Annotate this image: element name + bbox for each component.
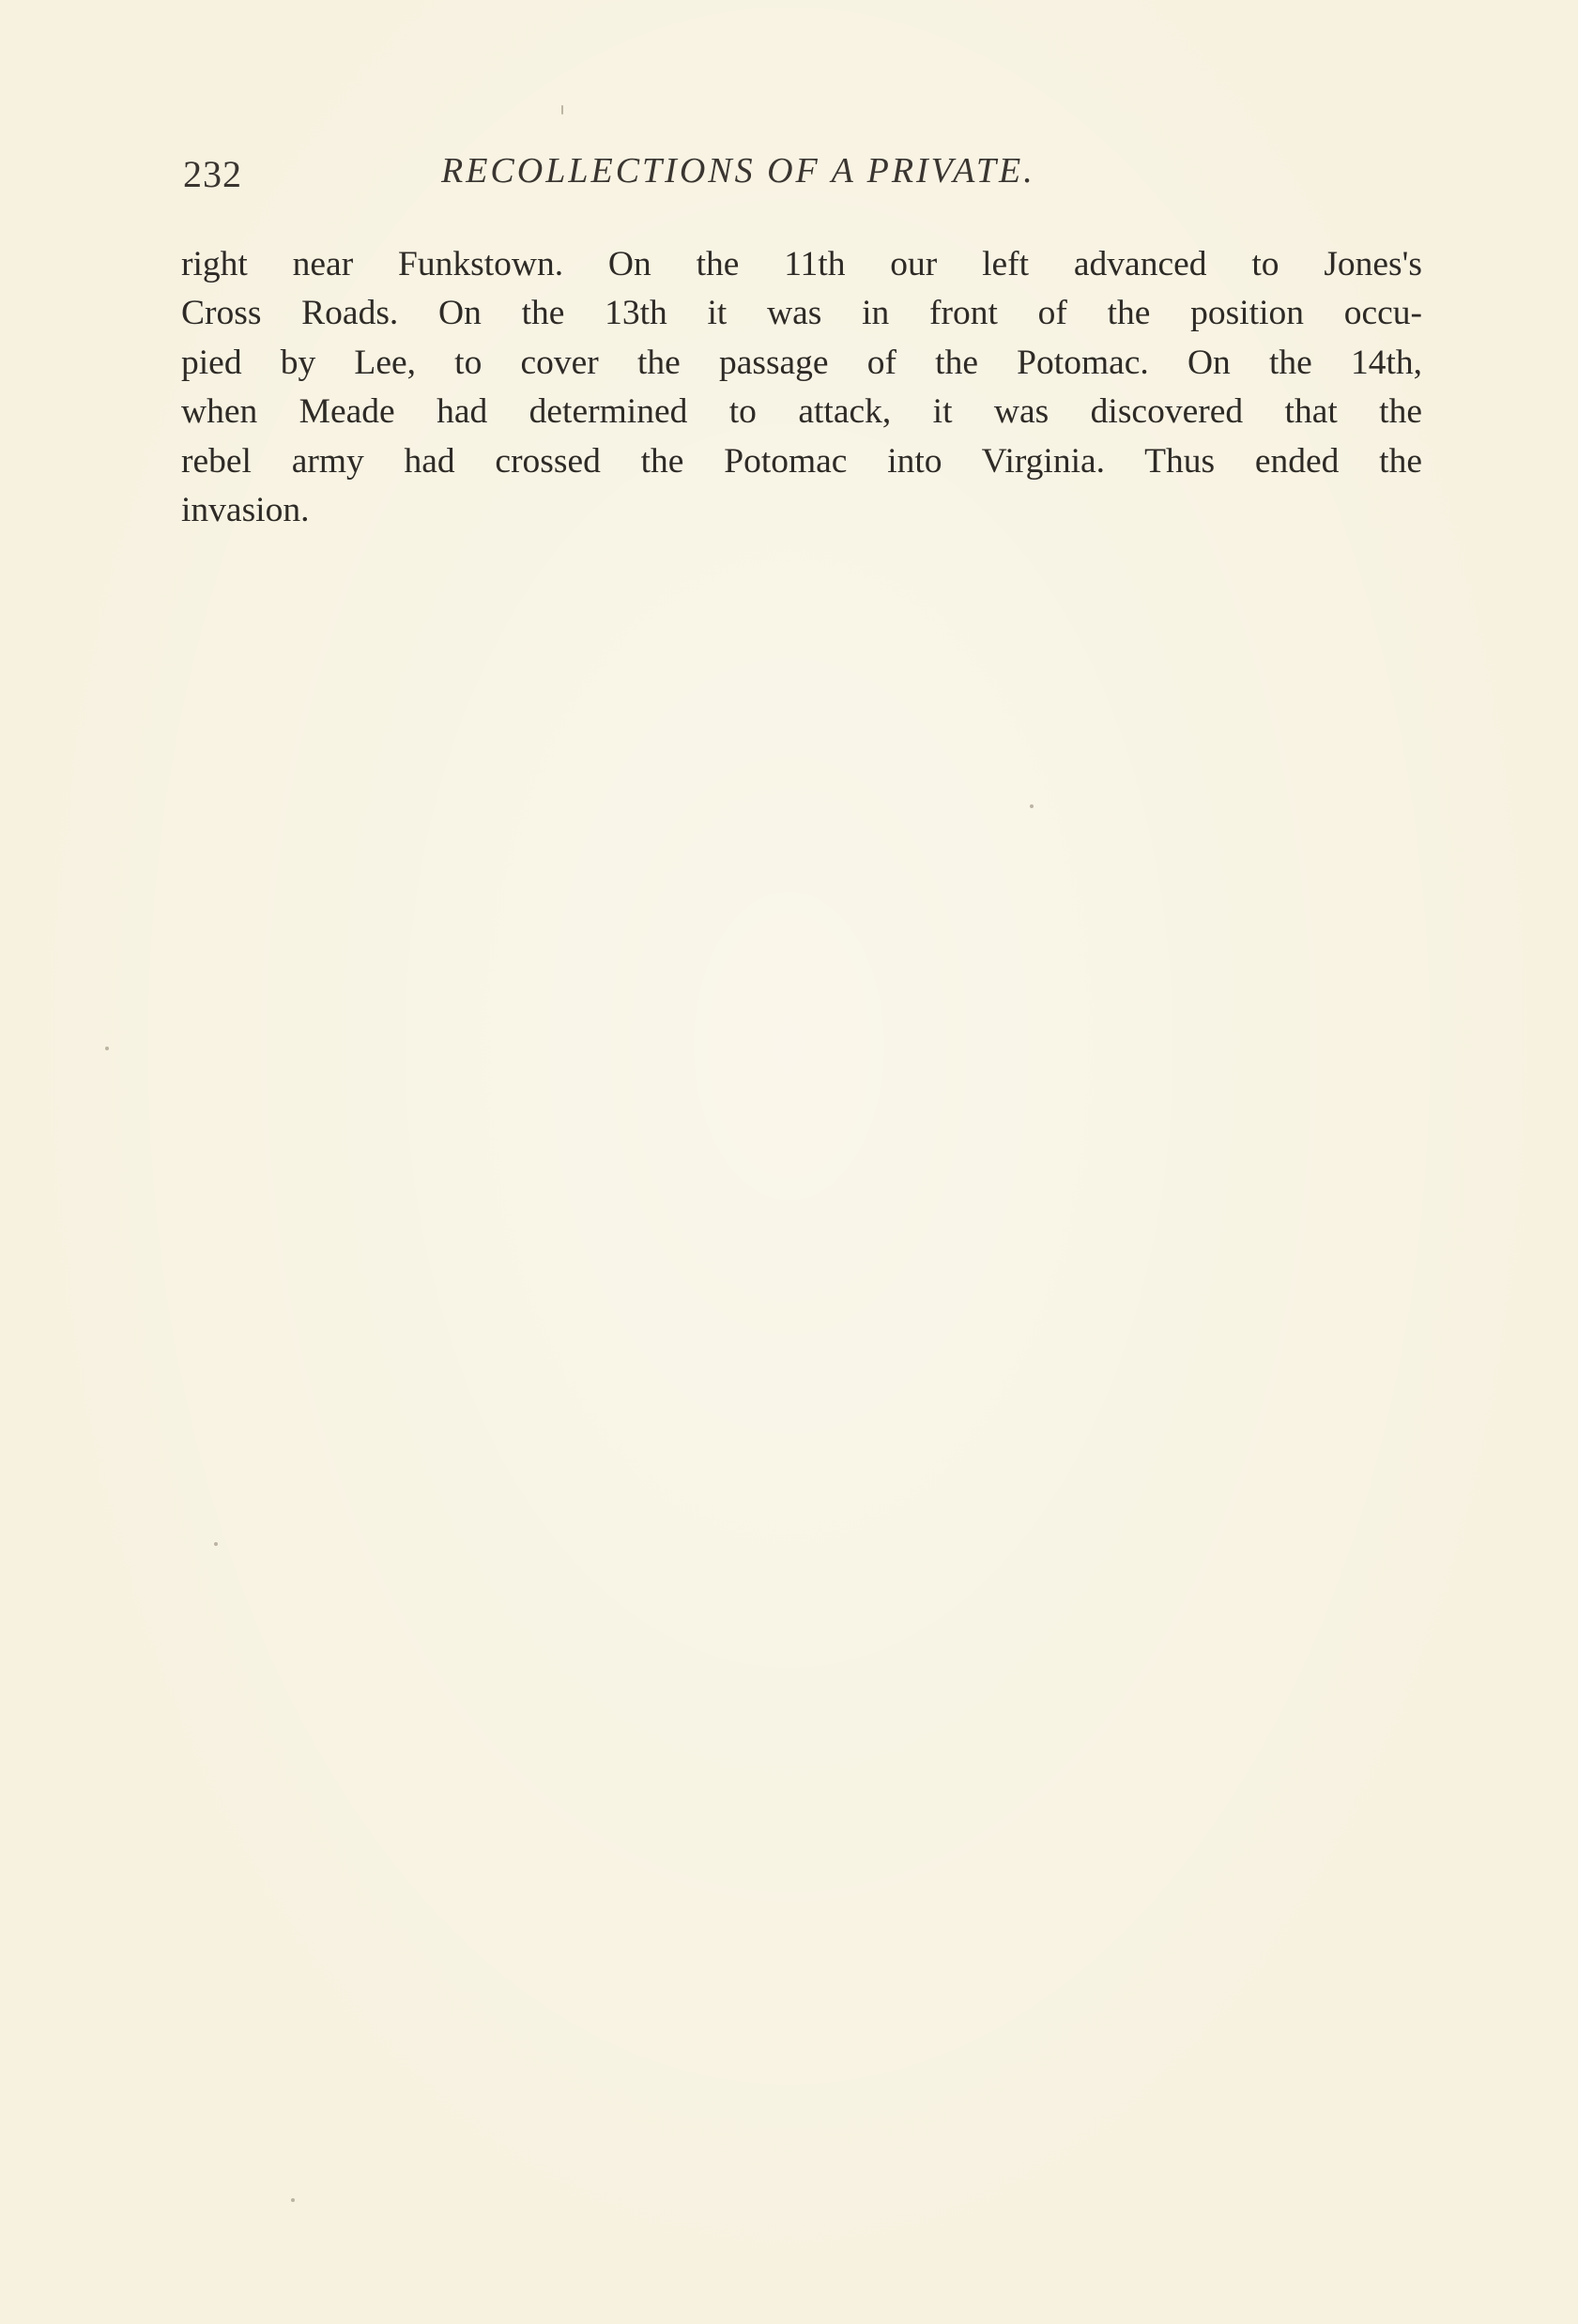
text-line: Cross Roads. On the 13th it was in front of the position occu- xyxy=(181,294,1422,333)
text-line: pied by Lee, to cover the passage of the Potomac. On the 14th, xyxy=(181,343,1422,382)
paper-speck xyxy=(105,1047,109,1050)
page-header xyxy=(183,150,1422,206)
text-line: when Meade had determined to attack, it was discovered that the xyxy=(181,392,1422,432)
paper-speck xyxy=(291,2198,295,2202)
running-head: RECOLLECTIONS OF A PRIVATE. xyxy=(441,151,1035,191)
body-paragraph xyxy=(181,240,1422,535)
page-number: 232 xyxy=(183,153,242,195)
text-line: right near Funkstown. On the 11th our left advanced to Jones's xyxy=(181,245,1422,283)
text-line: rebel army had crossed the Potomac into Virginia. Thus ended the xyxy=(181,441,1422,481)
paper-speck xyxy=(561,105,563,115)
text-line: invasion. xyxy=(181,490,310,529)
paper-speck xyxy=(1030,804,1034,808)
paper-speck xyxy=(214,1542,218,1546)
